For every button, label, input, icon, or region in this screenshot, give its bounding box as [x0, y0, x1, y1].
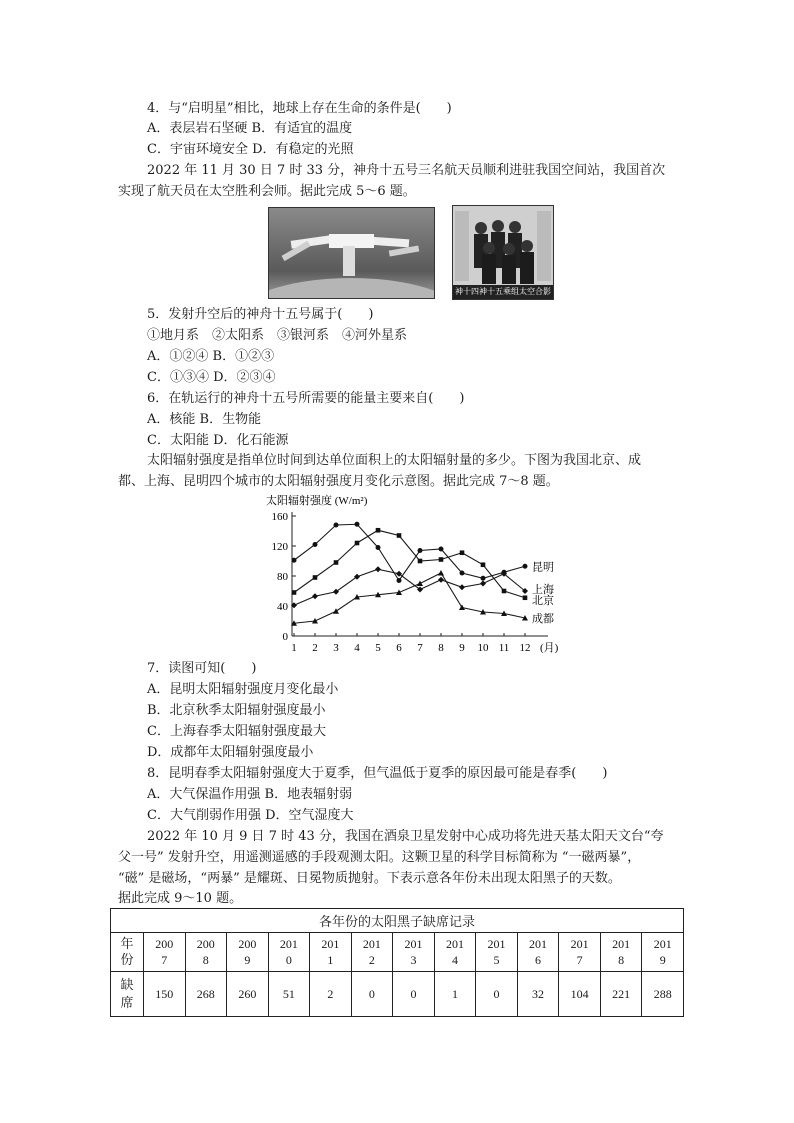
year-cell: 201 2	[351, 933, 393, 972]
absent-days-cell: 288	[642, 972, 684, 1017]
data-point	[333, 608, 339, 614]
x-tick-label: 4	[354, 642, 360, 654]
q7-option-c: C．上海春季太阳辐射强度最大	[147, 724, 326, 739]
absent-days-cell: 221	[600, 972, 642, 1017]
intro56-line2: 实现了航天员在太空胜利会师。据此完成 5～6 题。	[118, 184, 416, 199]
sunspot-absence-table	[110, 908, 684, 1017]
x-tick-label: 10	[477, 642, 489, 654]
data-point	[376, 528, 381, 533]
data-point	[459, 584, 465, 590]
series-label: 昆明	[532, 561, 554, 574]
absent-days-cell: 150	[144, 972, 186, 1017]
q7-option-d: D．成都年太阳辐射强度最小	[147, 745, 314, 760]
x-tick-label: 1	[291, 642, 297, 654]
data-point	[312, 593, 318, 599]
series-line	[294, 524, 525, 580]
crew-group-photo	[452, 205, 554, 300]
series-label: 上海	[532, 584, 554, 596]
table-title: 各年份的太阳黑子缺席记录	[111, 909, 684, 933]
year-cell: 201 9	[642, 933, 684, 972]
year-cell: 201 8	[600, 933, 642, 972]
data-point	[438, 577, 444, 583]
q8-options-ab: A．大气保温作用强 B．地表辐射弱	[147, 787, 353, 802]
data-point	[480, 581, 486, 587]
table-row-years	[111, 933, 684, 972]
intro56-line1: 2022 年 11 月 30 日 7 时 33 分，神舟十五号三名航天员顺利进驻我国空间站，我国首次	[147, 163, 666, 178]
data-point	[418, 559, 423, 564]
absent-days-cell: 0	[393, 972, 435, 1017]
y-axis-label: 太阳辐射强度 (W/m²)	[266, 495, 368, 507]
x-tick-label: 3	[333, 642, 339, 654]
intro910-line4: 据此完成 9～10 题。	[118, 891, 243, 906]
data-point	[460, 571, 465, 576]
intro910-line2: 父一号” 发射升空，用遥测遥感的手段观测太阳。这颗卫星的科学目标简称为 “一磁两暴”，	[118, 850, 641, 865]
x-tick-label: 2	[312, 642, 318, 654]
q7-stem: 7．读图可知( )	[147, 661, 257, 676]
year-cell: 200 7	[144, 933, 186, 972]
intro910-line3: “磁” 是磁场，“两暴” 是耀斑、日冕物质抛射。下表示意各年份未出现太阳黑子的天数。	[118, 871, 621, 886]
data-point	[481, 576, 486, 581]
year-cell: 200 9	[227, 933, 269, 972]
data-point	[397, 533, 402, 538]
absent-days-cell: 32	[517, 972, 559, 1017]
data-point	[459, 605, 465, 611]
data-point	[439, 547, 444, 552]
data-point	[313, 575, 318, 580]
q7-option-a: A．昆明太阳辐射强度月变化最小	[147, 682, 339, 697]
y-tick-label: 40	[277, 601, 288, 613]
data-point	[418, 548, 423, 553]
data-point	[523, 595, 528, 600]
data-point	[334, 523, 339, 528]
q8-options-cd: C．大气削弱作用强 D．空气湿度大	[147, 808, 354, 823]
q4-stem: 4．与“启明星”相比，地球上存在生命的条件是( )	[147, 101, 452, 116]
data-point	[292, 590, 297, 595]
intro910-line1: 2022 年 10 月 9 日 7 时 43 分，我国在酒泉卫星发射中心成功将先进天基太阳天文台“夸	[147, 829, 664, 844]
year-cell: 201 6	[517, 933, 559, 972]
data-point	[438, 570, 444, 576]
year-cell: 201 5	[476, 933, 518, 972]
q6-options-ab: A．核能 B．生物能	[147, 412, 262, 427]
x-tick-label: 6	[396, 642, 402, 654]
absent-days-cell: 2	[310, 972, 352, 1017]
year-cell: 201 3	[393, 933, 435, 972]
y-tick-label: 80	[277, 571, 288, 583]
q4-options-ab: A．表层岩石坚硬 B．有适宜的温度	[147, 121, 353, 136]
q5-options-cd: C．①③④ D．②③④	[147, 370, 276, 385]
data-point	[417, 581, 423, 587]
series-label: 成都	[532, 613, 554, 625]
intro78-line2: 都、上海、昆明四个城市的太阳辐射强度月变化示意图。据此完成 7～8 题。	[118, 474, 559, 489]
x-tick-label: 12	[519, 642, 531, 654]
year-cell: 200 8	[185, 933, 227, 972]
y-tick-label: 120	[271, 541, 288, 553]
y-tick-label: 160	[271, 511, 288, 523]
x-axis-unit: (月)	[540, 642, 559, 654]
absent-days-cell: 1	[434, 972, 476, 1017]
intro78-line1: 太阳辐射强度是指单位时间到达单位面积上的太阳辐射量的多少。下图为我国北京、成	[147, 453, 642, 468]
crew-photo-caption: 神十四神十五乘组太空合影	[453, 285, 553, 299]
q5-options-ab: A．①②④ B．①②③	[147, 349, 275, 364]
q5-items: ①地月系 ②太阳系 ③银河系 ④河外星系	[147, 328, 408, 343]
x-tick-label: 8	[438, 642, 444, 654]
data-point	[502, 589, 507, 594]
q6-options-cd: C．太阳能 D．化石能源	[147, 433, 289, 448]
data-point	[355, 522, 360, 527]
year-cell: 201 1	[310, 933, 352, 972]
q7-option-b: B．北京秋季太阳辐射强度最小	[147, 703, 326, 718]
q4-options-cd: C．宇宙环境安全 D．有稳定的光照	[147, 142, 354, 157]
row-header-absent: 缺 席	[111, 972, 144, 1017]
data-point	[376, 545, 381, 550]
solar-radiation-chart	[262, 490, 572, 655]
absent-days-cell: 104	[559, 972, 601, 1017]
year-cell: 201 4	[434, 933, 476, 972]
x-tick-label: 9	[459, 642, 465, 654]
absent-days-cell: 0	[476, 972, 518, 1017]
table-row-absent-days	[111, 972, 684, 1017]
series-label: 北京	[532, 594, 554, 607]
year-cell: 201 0	[268, 933, 310, 972]
space-station-photo	[268, 207, 435, 299]
data-point	[292, 558, 297, 563]
year-cell: 201 7	[559, 933, 601, 972]
data-point	[355, 541, 360, 546]
q6-stem: 6．在轨运行的神舟十五号所需要的能量主要来自( )	[147, 391, 465, 406]
data-point	[397, 578, 402, 583]
q5-stem: 5．发射升空后的神舟十五号属于( )	[147, 307, 374, 322]
absent-days-cell: 0	[351, 972, 393, 1017]
data-point	[313, 542, 318, 547]
data-point	[334, 560, 339, 565]
data-point	[460, 550, 465, 555]
x-tick-label: 5	[375, 642, 381, 654]
data-point	[375, 566, 381, 572]
q8-stem: 8．昆明春季太阳辐射强度大于夏季，但气温低于夏季的原因最可能是春季( )	[147, 766, 608, 781]
data-point	[439, 557, 444, 562]
data-point	[523, 564, 528, 569]
row-header-year: 年 份	[111, 933, 144, 972]
y-tick-label: 0	[282, 631, 288, 643]
absent-days-cell: 51	[268, 972, 310, 1017]
data-point	[481, 562, 486, 567]
x-tick-label: 11	[498, 642, 510, 654]
absent-days-cell: 268	[185, 972, 227, 1017]
x-tick-label: 7	[417, 642, 423, 654]
absent-days-cell: 260	[227, 972, 269, 1017]
